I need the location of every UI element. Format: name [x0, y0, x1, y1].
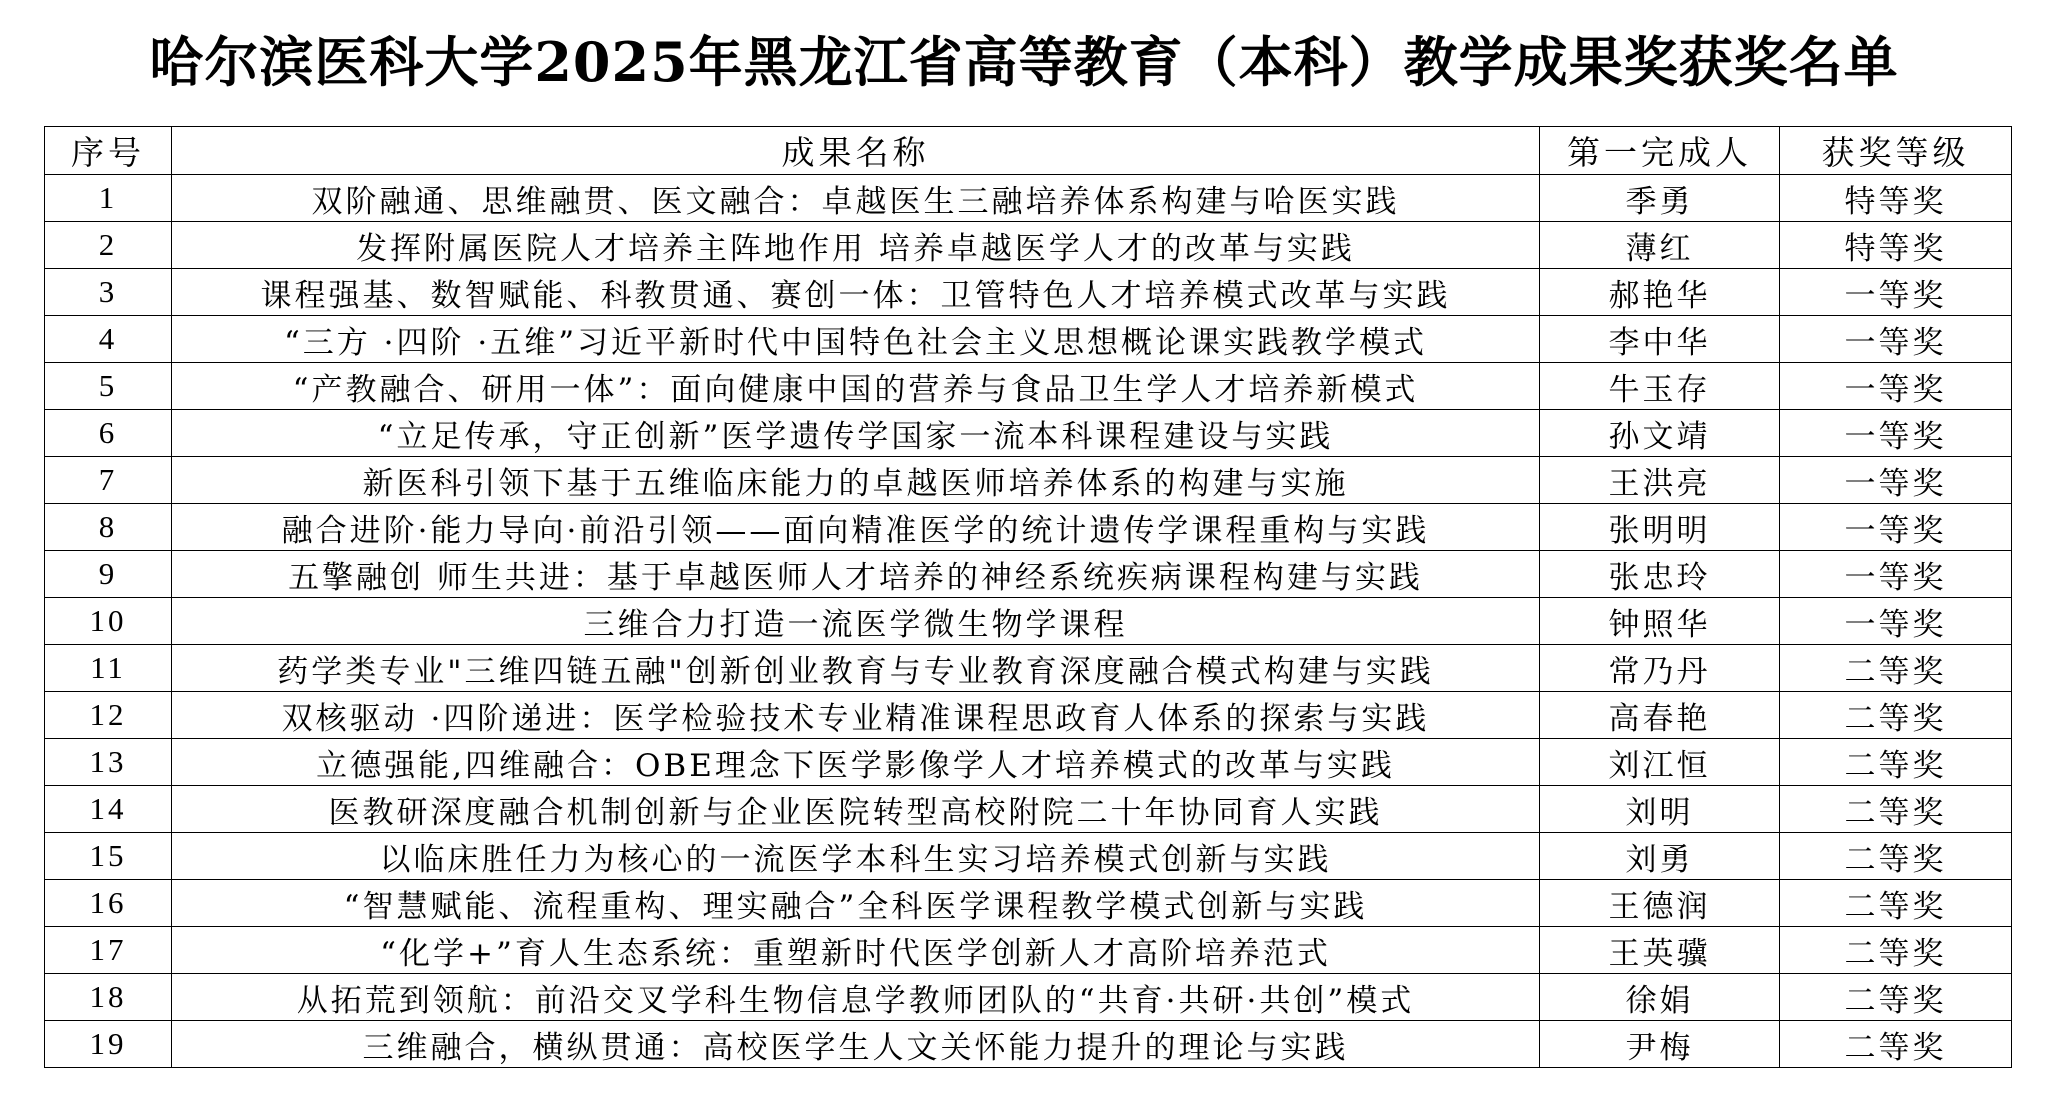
cell-award-level: 二等奖: [1780, 739, 2012, 786]
cell-award-level: 一等奖: [1780, 363, 2012, 410]
cell-first-completer: 张明明: [1540, 504, 1780, 551]
cell-first-completer: 徐娟: [1540, 974, 1780, 1021]
cell-serial-number: 1: [45, 175, 172, 222]
table-row: [45, 692, 2012, 739]
cell-award-level: 一等奖: [1780, 598, 2012, 645]
cell-achievement-name: “化学+”育人生态系统：重塑新时代医学创新人才高阶培养范式: [172, 927, 1540, 974]
cell-serial-number: 8: [45, 504, 172, 551]
table-row: [45, 880, 2012, 927]
cell-serial-number: 2: [45, 222, 172, 269]
cell-first-completer: 李中华: [1540, 316, 1780, 363]
cell-achievement-name: 课程强基、数智赋能、科教贯通、赛创一体：卫管特色人才培养模式改革与实践: [172, 269, 1540, 316]
cell-award-level: 二等奖: [1780, 974, 2012, 1021]
cell-award-level: 一等奖: [1780, 504, 2012, 551]
cell-first-completer: 尹梅: [1540, 1021, 1780, 1068]
cell-first-completer: 王英骥: [1540, 927, 1780, 974]
table-row: [45, 1021, 2012, 1068]
cell-first-completer: 刘明: [1540, 786, 1780, 833]
cell-award-level: 一等奖: [1780, 269, 2012, 316]
cell-achievement-name: 五擎融创 师生共进：基于卓越医师人才培养的神经系统疾病课程构建与实践: [172, 551, 1540, 598]
cell-achievement-name: 发挥附属医院人才培养主阵地作用 培养卓越医学人才的改革与实践: [172, 222, 1540, 269]
cell-first-completer: 钟照华: [1540, 598, 1780, 645]
table-row: [45, 645, 2012, 692]
cell-award-level: 二等奖: [1780, 880, 2012, 927]
cell-serial-number: 17: [45, 927, 172, 974]
cell-achievement-name: 立德强能,四维融合：OBE理念下医学影像学人才培养模式的改革与实践: [172, 739, 1540, 786]
cell-first-completer: 刘勇: [1540, 833, 1780, 880]
cell-achievement-name: “智慧赋能、流程重构、理实融合”全科医学课程教学模式创新与实践: [172, 880, 1540, 927]
table-row: [45, 175, 2012, 222]
cell-first-completer: 刘江恒: [1540, 739, 1780, 786]
header-serial-number: 序号: [45, 127, 172, 175]
cell-achievement-name: “立足传承，守正创新”医学遗传学国家一流本科课程建设与实践: [172, 410, 1540, 457]
table-row: [45, 363, 2012, 410]
cell-serial-number: 9: [45, 551, 172, 598]
table-row: [45, 833, 2012, 880]
cell-award-level: 二等奖: [1780, 692, 2012, 739]
table-row: [45, 269, 2012, 316]
cell-achievement-name: 新医科引领下基于五维临床能力的卓越医师培养体系的构建与实施: [172, 457, 1540, 504]
table-row: [45, 410, 2012, 457]
table-row: [45, 739, 2012, 786]
cell-serial-number: 15: [45, 833, 172, 880]
cell-first-completer: 孙文靖: [1540, 410, 1780, 457]
cell-first-completer: 薄红: [1540, 222, 1780, 269]
cell-serial-number: 3: [45, 269, 172, 316]
document-title: 哈尔滨医科大学2025年黑龙江省高等教育（本科）教学成果奖获奖名单: [149, 30, 1899, 94]
header-first-completer: 第一完成人: [1540, 127, 1780, 175]
cell-achievement-name: 三维合力打造一流医学微生物学课程: [172, 598, 1540, 645]
cell-achievement-name: 以临床胜任力为核心的一流医学本科生实习培养模式创新与实践: [172, 833, 1540, 880]
cell-award-level: 二等奖: [1780, 645, 2012, 692]
cell-achievement-name: “三方 ·四阶 ·五维”习近平新时代中国特色社会主义思想概论课实践教学模式: [172, 316, 1540, 363]
table-row: [45, 786, 2012, 833]
cell-serial-number: 16: [45, 880, 172, 927]
cell-award-level: 特等奖: [1780, 222, 2012, 269]
cell-first-completer: 常乃丹: [1540, 645, 1780, 692]
table-row: [45, 457, 2012, 504]
table-row: [45, 974, 2012, 1021]
cell-serial-number: 11: [45, 645, 172, 692]
cell-first-completer: 郝艳华: [1540, 269, 1780, 316]
table-header-row: [45, 127, 2012, 175]
table-row: [45, 504, 2012, 551]
cell-serial-number: 6: [45, 410, 172, 457]
header-award-level: 获奖等级: [1780, 127, 2012, 175]
table-row: [45, 222, 2012, 269]
cell-award-level: 一等奖: [1780, 551, 2012, 598]
cell-achievement-name: 药学类专业"三维四链五融"创新创业教育与专业教育深度融合模式构建与实践: [172, 645, 1540, 692]
cell-award-level: 一等奖: [1780, 316, 2012, 363]
cell-achievement-name: “产教融合、研用一体”：面向健康中国的营养与食品卫生学人才培养新模式: [172, 363, 1540, 410]
cell-achievement-name: 融合进阶·能力导向·前沿引领——面向精准医学的统计遗传学课程重构与实践: [172, 504, 1540, 551]
header-achievement-name: 成果名称: [172, 127, 1540, 175]
awards-table: [44, 126, 2012, 1068]
cell-achievement-name: 双核驱动 ·四阶递进：医学检验技术专业精准课程思政育人体系的探索与实践: [172, 692, 1540, 739]
cell-serial-number: 5: [45, 363, 172, 410]
cell-award-level: 特等奖: [1780, 175, 2012, 222]
cell-achievement-name: 从拓荒到领航：前沿交叉学科生物信息学教师团队的“共育·共研·共创”模式: [172, 974, 1540, 1021]
cell-serial-number: 19: [45, 1021, 172, 1068]
cell-achievement-name: 三维融合，横纵贯通：高校医学生人文关怀能力提升的理论与实践: [172, 1021, 1540, 1068]
cell-serial-number: 10: [45, 598, 172, 645]
cell-award-level: 一等奖: [1780, 410, 2012, 457]
cell-serial-number: 14: [45, 786, 172, 833]
cell-achievement-name: 双阶融通、思维融贯、医文融合：卓越医生三融培养体系构建与哈医实践: [172, 175, 1540, 222]
cell-serial-number: 7: [45, 457, 172, 504]
cell-award-level: 二等奖: [1780, 786, 2012, 833]
cell-first-completer: 张忠玲: [1540, 551, 1780, 598]
cell-award-level: 二等奖: [1780, 833, 2012, 880]
cell-serial-number: 13: [45, 739, 172, 786]
cell-serial-number: 18: [45, 974, 172, 1021]
table-row: [45, 316, 2012, 363]
table-row: [45, 551, 2012, 598]
cell-first-completer: 高春艳: [1540, 692, 1780, 739]
cell-achievement-name: 医教研深度融合机制创新与企业医院转型高校附院二十年协同育人实践: [172, 786, 1540, 833]
cell-serial-number: 12: [45, 692, 172, 739]
cell-first-completer: 王洪亮: [1540, 457, 1780, 504]
cell-serial-number: 4: [45, 316, 172, 363]
cell-first-completer: 牛玉存: [1540, 363, 1780, 410]
cell-award-level: 二等奖: [1780, 1021, 2012, 1068]
cell-first-completer: 王德润: [1540, 880, 1780, 927]
cell-award-level: 二等奖: [1780, 927, 2012, 974]
cell-first-completer: 季勇: [1540, 175, 1780, 222]
table-body: [45, 175, 2012, 1068]
table-row: [45, 927, 2012, 974]
table-row: [45, 598, 2012, 645]
cell-award-level: 一等奖: [1780, 457, 2012, 504]
